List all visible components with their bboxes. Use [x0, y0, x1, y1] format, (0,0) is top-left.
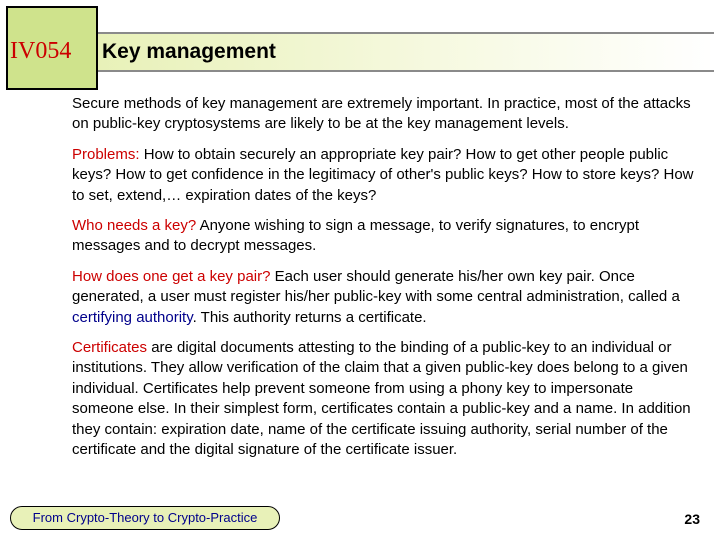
paragraph-get-key-pair: [72, 267, 694, 328]
footer-course-title: From Crypto-Theory to Crypto-Practice: [10, 506, 280, 530]
paragraph-text: Secure methods of key management are extremely important. In practice, most of the attacks on public-key cryptosystems are likely to be at the key management levels.: [72, 95, 691, 133]
keyword-problems: Problems:: [72, 145, 140, 163]
keyword-who-needs-key: Who needs a key?: [72, 217, 197, 235]
paragraph-text: Each user should generate his/her own key pair. Once generated, a user must register his/her public-key with some central administration, called a: [72, 267, 680, 306]
paragraph-text: are digital documents attesting to the binding of a public-key to an individual or institutions. They allow verification of the claim that a given public-key does belong to a given individual. Certificates help prevent someone from using a phony key to impersonate someone else. In their simplest form, certificates contain a public-key and a name. In addition they contain: expiration date, name of the certificate issuing authority, serial number of the certificate and the digital signature of the certificate issuer.: [72, 339, 691, 459]
course-code: IV054: [10, 38, 72, 64]
paragraph-problems: [72, 145, 694, 206]
paragraph-text: How to obtain securely an appropriate key pair? How to get other people public keys? How to get confidence in the legitimacy of other's public keys? How to store keys? How to set, extend,… expiration dates of the keys?: [72, 145, 694, 204]
paragraph-who-needs-key: [72, 216, 694, 257]
paragraph-text: . This authority returns a certificate.: [192, 308, 427, 326]
certifying-authority-term: certifying authority: [72, 308, 193, 326]
slide-title: Key management: [102, 40, 276, 63]
paragraph-intro: [72, 94, 694, 135]
keyword-certificates: Certificates: [72, 339, 148, 357]
slide-body: [72, 94, 694, 471]
paragraph-text: Anyone wishing to sign a message, to verify signatures, to encrypt messages and to decrypt messages.: [72, 217, 639, 255]
page-number: 23: [684, 511, 700, 527]
keyword-get-key-pair: How does one get a key pair?: [72, 267, 271, 285]
paragraph-certificates: [72, 338, 694, 460]
